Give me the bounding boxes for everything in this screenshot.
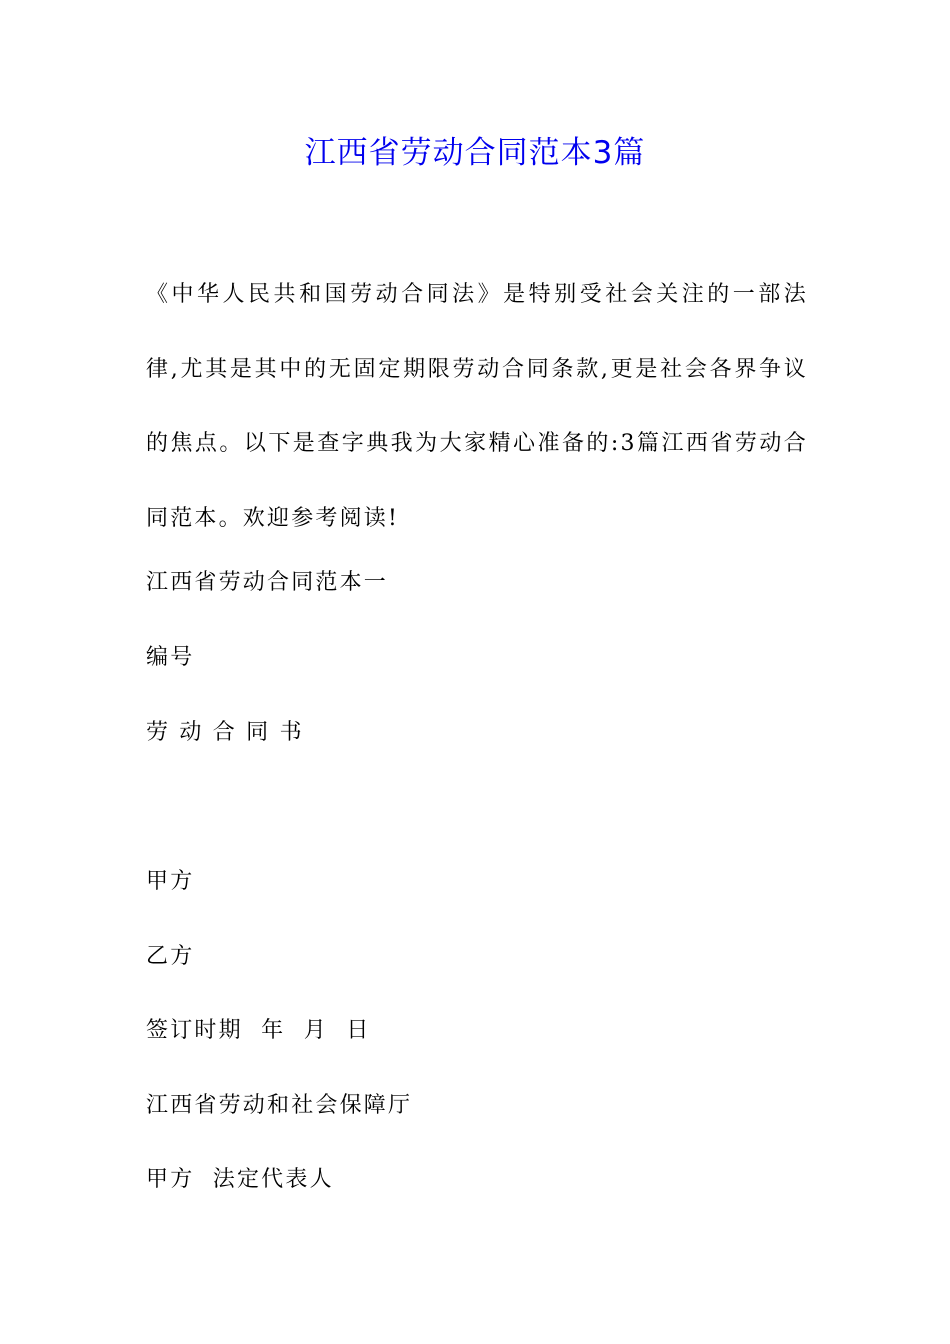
party-a-label: 甲方 — [146, 869, 195, 894]
sign-date-label: 签订时期 年 月 日 — [146, 1018, 371, 1043]
contract-title: 劳 动 合 同 书 — [146, 720, 304, 745]
intro-paragraph: 《中华人民共和国劳动合同法》是特别受社会关注的一部法律,尤其是其中的无固定期限劳动合同条款,更是社会各界争议的焦点。以下是查字典我为大家精心准备的:3篇江西省劳动合同范本。欢迎参考阅读! — [146, 282, 808, 531]
document-title: 江西省劳动合同范本3篇 — [304, 135, 646, 171]
number-label: 编号 — [146, 645, 195, 670]
issuer-name: 江西省劳动和社会保障厅 — [146, 1093, 413, 1118]
section-heading: 江西省劳动合同范本一 — [146, 570, 389, 595]
party-a-representative-label: 甲方 法定代表人 — [146, 1167, 334, 1192]
party-b-label: 乙方 — [146, 944, 195, 969]
